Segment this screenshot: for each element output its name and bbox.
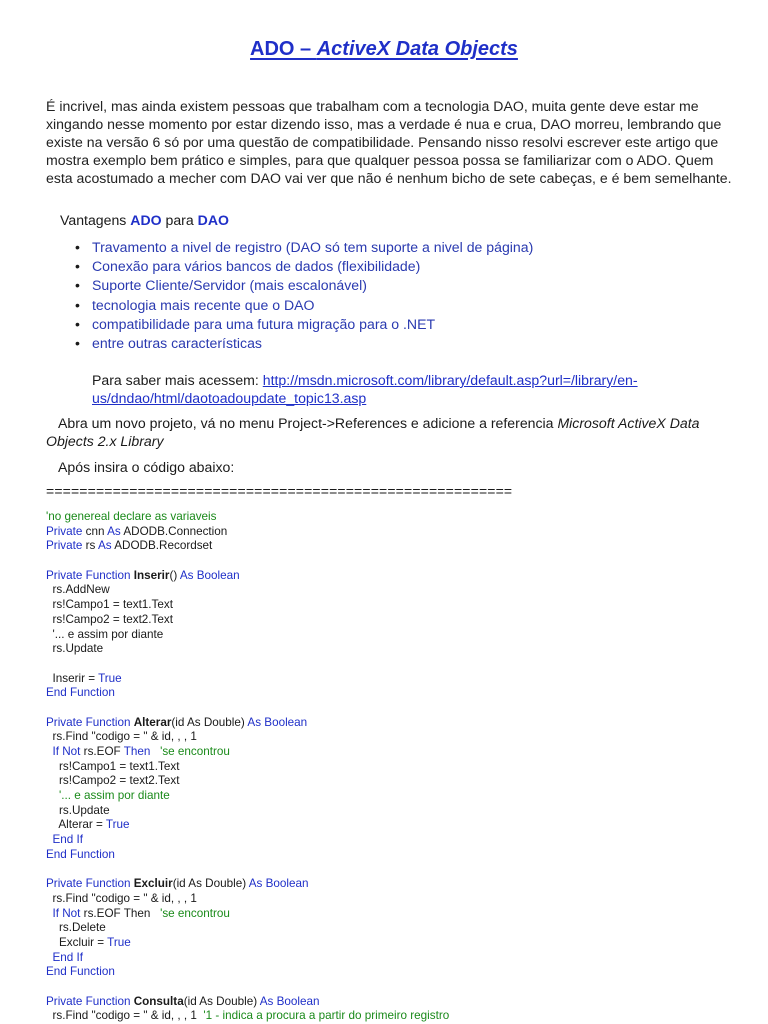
separator-line: ======================================================== (46, 483, 513, 499)
list-item-text: Travamento a nivel de registro (DAO só tem suporte a nivel de página) (92, 239, 534, 255)
code-text: ADODB.Recordset (114, 539, 213, 553)
code-line (46, 686, 746, 701)
list-item-text: Suporte Cliente/Servidor (mais escalonável) (92, 277, 367, 294)
code-text: (id As Double) (183, 994, 260, 1008)
code-line (46, 818, 746, 833)
code-comment: '1 - indica a procura a partir do primeiro registro (203, 1009, 450, 1023)
code-text: Alterar = (46, 818, 106, 832)
code-keyword: Private Function (46, 715, 134, 729)
code-line (46, 848, 746, 863)
project-text: Abra um novo projeto, vá no menu Project->References e adicione a referencia (58, 415, 558, 431)
code-keyword: Private Function (46, 568, 134, 582)
list-item-text: entre outras características (92, 335, 262, 352)
code-line (46, 804, 746, 819)
bullet-icon: • (75, 335, 80, 352)
list-item-text: tecnologia mais recente que o DAO (92, 296, 315, 313)
code-line (46, 628, 746, 643)
code-text: rs (85, 539, 98, 553)
code-keyword: End If (46, 950, 84, 964)
list-item (75, 296, 533, 315)
code-line (46, 892, 746, 907)
code-text: () (169, 568, 180, 582)
more-info-text: Para saber mais acessem: (92, 372, 263, 388)
code-line (46, 598, 746, 613)
list-item-text: Conexão para vários bancos de dados (flexibilidade) (92, 258, 421, 275)
code-line (46, 951, 746, 966)
code-line (46, 730, 746, 745)
code-text: rs.Find "codigo = " & id, , , 1 (46, 730, 197, 744)
code-text: cnn (85, 524, 108, 538)
code-line (46, 1009, 746, 1024)
code-line (46, 965, 746, 980)
code-keyword: If Not (46, 906, 84, 920)
code-line (46, 760, 746, 775)
code-line (46, 539, 746, 554)
code-line (46, 877, 746, 892)
list-item (75, 334, 533, 353)
code-blank-line (46, 554, 746, 569)
code-keyword: True (105, 818, 130, 832)
code-text: ADODB.Connection (123, 524, 228, 538)
project-instructions (46, 414, 746, 450)
bullet-icon: • (75, 296, 80, 313)
code-keyword: End Function (46, 686, 115, 700)
code-line (46, 672, 746, 687)
code-block (46, 510, 746, 1024)
code-keyword: As Boolean (248, 877, 309, 891)
code-keyword: Private (46, 524, 86, 538)
code-line (46, 525, 746, 540)
code-keyword: As Boolean (259, 994, 320, 1008)
advantages-heading (60, 211, 229, 229)
code-text: rs.Delete (46, 921, 106, 935)
code-keyword: Private Function (46, 877, 134, 891)
code-keyword: End If (46, 833, 84, 847)
code-text: '... e assim por diante (46, 627, 164, 641)
code-text: rs!Campo1 = text1.Text (46, 759, 180, 773)
code-keyword: Private Function (46, 994, 134, 1008)
code-text: rs.Update (46, 642, 104, 656)
list-item (75, 315, 533, 334)
code-text: rs!Campo2 = text2.Text (46, 774, 180, 788)
code-keyword: As Boolean (247, 715, 308, 729)
title-plain: ADO – (250, 38, 317, 60)
code-comment: 'se encontrou (150, 906, 230, 920)
code-text: rs!Campo1 = text1.Text (46, 598, 173, 612)
code-keyword: Then (123, 745, 151, 758)
bullet-icon: • (75, 258, 80, 275)
code-text: Inserir = (46, 671, 99, 685)
code-text: rs.Find "codigo = " & id, , , 1 (46, 891, 197, 905)
bullet-icon: • (75, 239, 80, 255)
code-line (46, 613, 746, 628)
code-keyword: As (97, 539, 115, 553)
code-comment: 'se encontrou (150, 745, 230, 758)
insert-code-instruction: Após insira o código abaixo: (58, 459, 235, 475)
library-name: Microsoft ActiveX Data Objects 2.x Library (46, 415, 700, 449)
list-item (75, 257, 533, 276)
code-keyword: As (107, 524, 124, 538)
advantages-list (75, 238, 533, 353)
code-blank-line (46, 863, 746, 878)
bullet-icon: • (75, 315, 80, 332)
code-line (46, 510, 746, 525)
list-item (75, 276, 533, 295)
code-text: rs!Campo2 = text2.Text (46, 612, 173, 626)
code-line (46, 583, 746, 598)
code-text: Excluir (133, 877, 173, 891)
code-blank-line (46, 980, 746, 995)
code-keyword: True (107, 935, 131, 949)
msdn-link[interactable]: http://msdn.microsoft.com/library/default.asp?url=/library/en-us/dndao/html/daotoadoupdate_topic13.asp (92, 372, 638, 406)
page-title (0, 38, 768, 61)
code-line (46, 745, 746, 760)
bullet-icon: • (75, 277, 80, 294)
intro-paragraph: É incrivel, mas ainda existem pessoas que trabalham com a tecnologia DAO, muita gente deve estar me xingando nesse momento por estar dizendo isso, mas a verdade é nua e crua, DAO morreu, lembrando que existe na versão 6 só por uma questão de compatibilidade. Pensando nisso resolvi escrever este artigo que mostra exemplo bem prático e simples, para que qualquer pessoa possa se familiarizar com o ADO. Quem esta acostumado a mecher com DAO vai ver que não é nenhum bicho de sete cabeças, e é bem semelhante. (46, 98, 732, 186)
code-keyword: If Not (46, 745, 84, 758)
code-text: rs.Update (46, 803, 110, 817)
code-line (46, 907, 746, 922)
code-line (46, 716, 746, 731)
code-text: rs.AddNew (46, 583, 110, 597)
code-line (46, 995, 746, 1010)
code-blank-line (46, 701, 746, 716)
code-line (46, 642, 746, 657)
code-text: Consulta (133, 994, 184, 1008)
code-line (46, 936, 746, 951)
code-text: (id As Double) (172, 877, 249, 891)
more-info-paragraph (92, 371, 712, 407)
code-text: Inserir (133, 568, 170, 582)
code-text: Excluir = (46, 935, 108, 949)
code-comment: '... e assim por diante (46, 789, 170, 803)
code-line (46, 789, 746, 804)
advantages-middle: para (161, 212, 198, 228)
code-text: Alterar (133, 715, 172, 729)
code-text: rs.EOF (83, 745, 124, 758)
code-text: rs.EOF Then (83, 906, 151, 920)
code-keyword: True (98, 671, 122, 685)
code-blank-line (46, 657, 746, 672)
code-line (46, 833, 746, 848)
list-item-text: compatibilidade para uma futura migração para o .NET (92, 315, 436, 332)
code-keyword: As Boolean (179, 568, 240, 582)
advantages-prefix: Vantagens (60, 212, 131, 228)
code-comment: 'no genereal declare as variaveis (46, 510, 217, 523)
list-item (75, 238, 533, 257)
code-keyword: End Function (46, 965, 115, 979)
title-italic: ActiveX Data Objects (316, 38, 518, 60)
code-line (46, 921, 746, 936)
code-line (46, 569, 746, 584)
advantages-dao: DAO (197, 212, 229, 228)
code-line (46, 774, 746, 789)
code-text: (id As Double) (171, 715, 248, 729)
code-keyword: End Function (46, 847, 115, 861)
advantages-ado: ADO (130, 212, 162, 228)
code-text: rs.Find "codigo = " & id, , , 1 (46, 1009, 204, 1023)
code-keyword: Private (46, 539, 86, 553)
